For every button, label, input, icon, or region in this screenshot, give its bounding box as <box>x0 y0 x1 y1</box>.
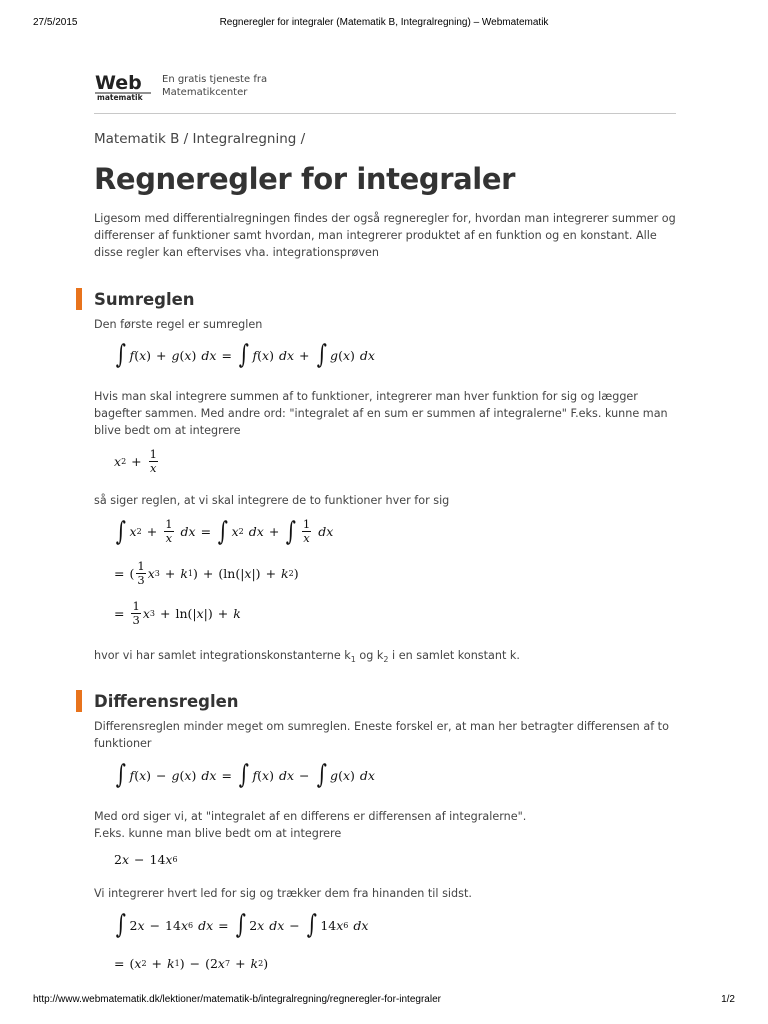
section-accent-bar <box>76 288 82 310</box>
section-title: Differensreglen <box>94 691 239 711</box>
logo-word-matematik: matematik <box>97 93 143 101</box>
formula-diff-step-1: ∫ 2 x − 14 x 6 dx = ∫ 2 x dx − ∫ 14 x 6 dx <box>115 910 369 940</box>
sum-explanation: Hvis man skal integrere summen af to funktioner, integrerer man hver funktion for sig og lægger bagefter sammen. Med andre ord: "integralet af en sum er summen af integralerne" F.eks. kunne man blive bedt om at integrere <box>94 390 668 437</box>
print-title: Regneregler for integraler (Matematik B, Integralregning) – Webmatematik <box>219 17 549 28</box>
formula-sum-rule: ∫ f ( x ) + g ( x ) dx = ∫ f ( x ) dx + ∫ g ( x ) dx <box>115 340 375 370</box>
section-title: Sumreglen <box>94 289 195 309</box>
webmatematik-logo[interactable] <box>94 71 152 101</box>
formula-sum-step-2: = ( $\frac{1}{3}$ x 3 + k 1 ) + (ln(| x |) + k 2 ) <box>114 559 299 587</box>
sum-intro: Den første regel er sumreglen <box>94 318 263 331</box>
formula-example-expression: x 2 + $\frac{1}{x}$ <box>114 447 157 475</box>
tagline-text: En gratis tjeneste fra <box>162 74 268 85</box>
formula-sum-step-1: ∫ x 2 + $\frac{1}{x}$ dx = ∫ x 2 dx + ∫ $\frac{1}{x}$ dx <box>115 516 334 547</box>
sum-instruction: så siger reglen, at vi skal integrere de to funktioner hver for sig <box>94 494 450 507</box>
tagline-org: Matematikcenter <box>162 87 248 98</box>
formula-diff-example: 2 x − 14 x 6 <box>114 852 178 867</box>
page-number: 1/2 <box>721 994 735 1005</box>
formula-sum-step-3: = $\frac{1}{3}$ x 3 + ln(| x |) + k <box>114 599 241 627</box>
tagline <box>162 73 267 99</box>
diff-instruction: Vi integrerer hvert led for sig og trækker dem fra hinanden til sidst. <box>94 887 472 900</box>
print-date: 27/5/2015 <box>33 17 78 28</box>
main-content <box>94 70 676 971</box>
formula-difference-rule: ∫ f ( x ) − g ( x ) dx = ∫ f ( x ) dx − ∫ g ( x ) dx <box>115 760 375 790</box>
sum-conclusion: hvor vi har samlet integrationskonstanterne $k_1$ og $k_2$ i en samlet konstant k. <box>94 649 520 665</box>
breadcrumb[interactable]: Matematik B / Integralregning / <box>94 131 306 147</box>
print-url[interactable]: http://www.webmatematik.dk/lektioner/matematik-b/integralregning/regneregler-for-integraler <box>33 994 441 1005</box>
header-divider <box>94 113 676 114</box>
site-brand[interactable] <box>94 70 676 102</box>
section-heading-differensreglen <box>76 690 239 712</box>
logo-word-web: Web <box>95 72 142 94</box>
section-heading-sumreglen <box>76 288 195 310</box>
formula-diff-step-2: = ( x 2 + k 1 ) − (2 x 7 + k 2 ) <box>114 956 269 971</box>
page-title: Regneregler for integraler <box>94 162 516 196</box>
diff-intro: Differensreglen minder meget om sumreglen. Eneste forskel er, at man her betragter differensen af to funktioner <box>94 720 669 750</box>
intro-text: Ligesom med differentialregningen findes der også regneregler for, hvordan man integrerer summer og differenser af funktioner samt hvordan, man integrerer produktet af en funktion og en konstant. Alle disse regler kan eftervises vha. integrationsprøven <box>94 212 676 259</box>
section-accent-bar <box>76 690 82 712</box>
diff-explanation-2: F.eks. kunne man blive bedt om at integrere <box>94 827 342 840</box>
diff-explanation-1: Med ord siger vi, at "integralet af en differens er differensen af integralerne". <box>94 810 527 823</box>
